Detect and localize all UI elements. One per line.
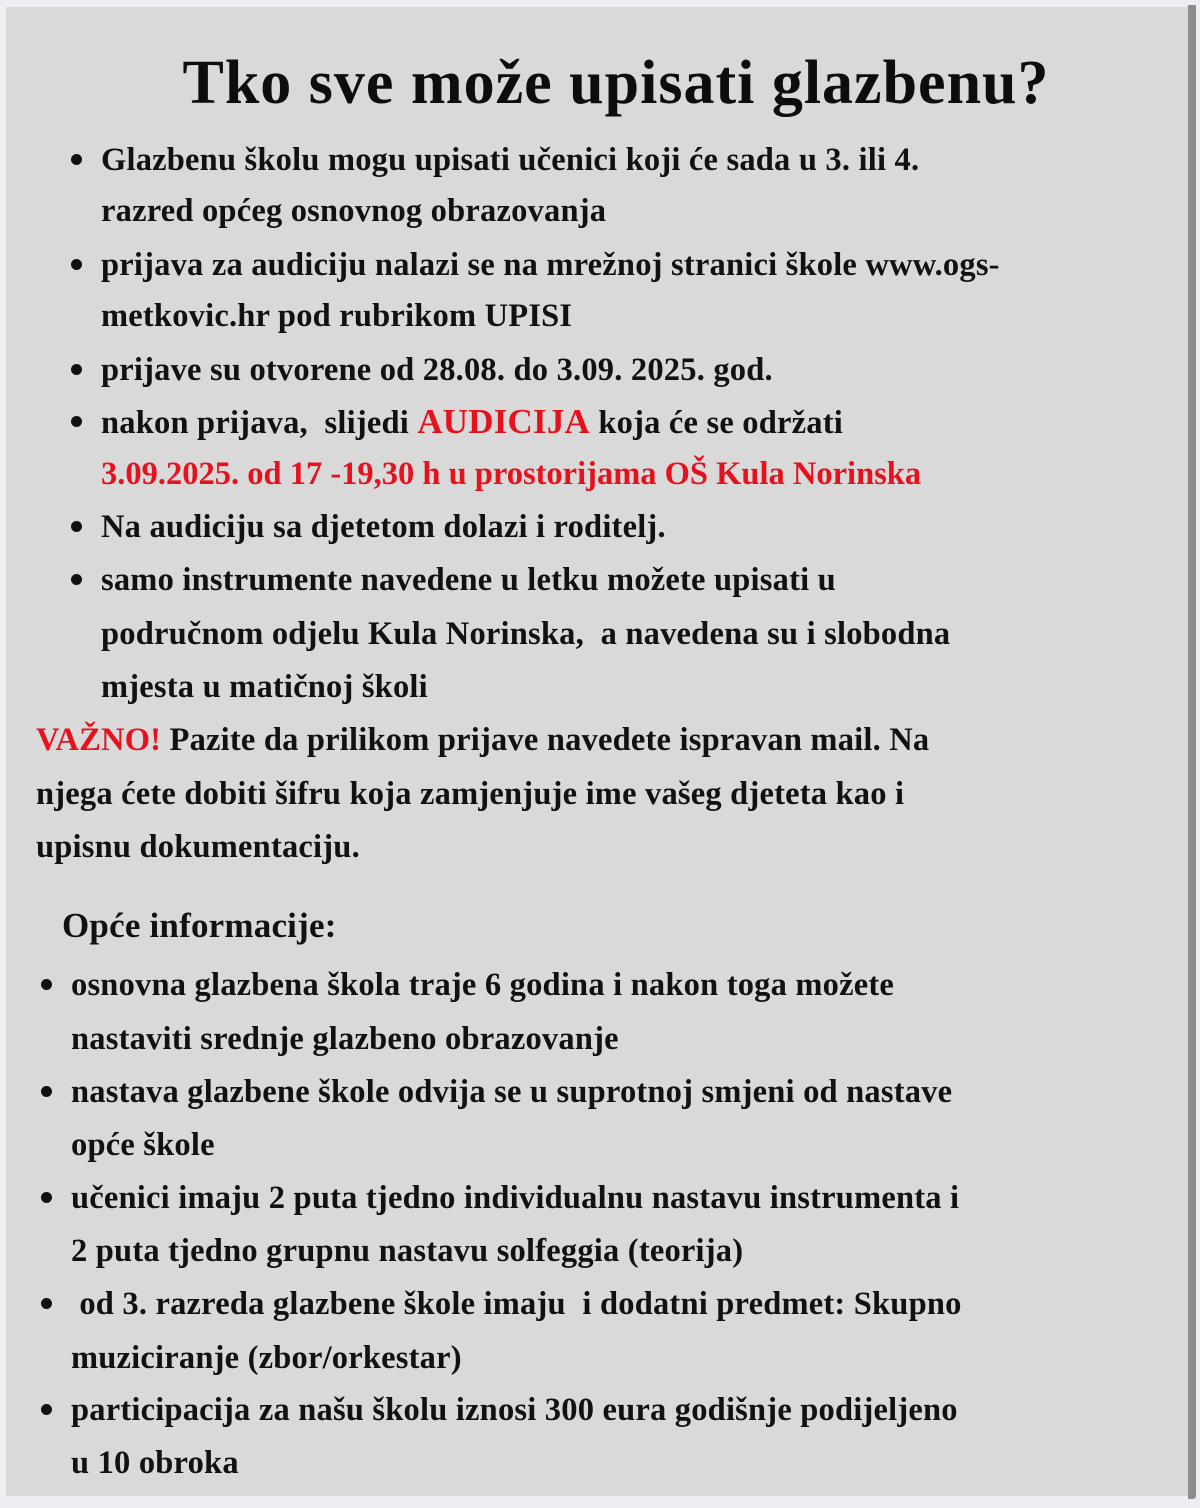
- list-item-line: 2 puta tjedno grupnu nastavu solfeggia (teorija): [71, 1233, 744, 1269]
- bullet-icon: [41, 979, 52, 990]
- list-item-line: u 10 obroka: [71, 1445, 239, 1481]
- bullet-icon: [71, 259, 82, 270]
- list-item-line: prijave su otvorene od 28.08. do 3.09. 2025. god.: [101, 352, 773, 388]
- list-item-line: Na audiciju sa djetetom dolazi i roditelj.: [101, 509, 666, 545]
- list-item-line: osnovna glazbena škola traje 6 godina i nakon toga možete: [71, 967, 895, 1003]
- list-item-line: nastava glazbene škole odvija se u suprotnoj smjeni od nastave: [71, 1074, 953, 1110]
- audition-prefix: nakon prijava, slijedi: [101, 405, 418, 441]
- audition-details: 3.09.2025. od 17 -19,30 h u prostorijama OŠ Kula Norinska: [101, 456, 922, 492]
- section-heading: Opće informacije:: [62, 906, 337, 945]
- list-item-line: od 3. razreda glazbene škole imaju i dodatni predmet: Skupno: [71, 1286, 962, 1322]
- list-item-line: muziciranje (zbor/orkestar): [71, 1340, 462, 1376]
- notice-line: [36, 720, 929, 760]
- notice-line: njega ćete dobiti šifru koja zamjenjuje ime vašeg djeteta kao i: [36, 776, 905, 812]
- bullet-icon: [71, 521, 82, 532]
- list-item-line: područnom odjelu Kula Norinska, a navedena su i slobodna: [101, 616, 951, 652]
- list-item-line: samo instrumente navedene u letku možete upisati u: [101, 562, 836, 598]
- list-item-line: opće škole: [71, 1127, 215, 1163]
- notice-text: Pazite da prilikom prijave navedete ispravan mail. Na: [161, 722, 930, 758]
- list-item-line: participacija za našu školu iznosi 300 eura godišnje podijeljeno: [71, 1392, 958, 1428]
- list-item-line: mjesta u matičnoj školi: [101, 669, 428, 705]
- bullet-icon: [41, 1192, 52, 1203]
- list-item-line: prijava za audiciju nalazi se na mrežnoj stranici škole www.ogs-: [101, 247, 1000, 283]
- bullet-icon: [41, 1086, 52, 1097]
- bullet-icon: [71, 154, 82, 165]
- list-item-line: nastaviti srednje glazbeno obrazovanje: [71, 1021, 619, 1057]
- list-item-line: učenici imaju 2 puta tjedno individualnu nastavu instrumenta i: [71, 1180, 960, 1216]
- bullet-icon: [41, 1404, 52, 1415]
- bullet-icon: [71, 364, 82, 375]
- audition-highlight: AUDICIJA: [417, 402, 591, 441]
- list-item-line: razred općeg osnovnog obrazovanja: [101, 193, 607, 229]
- list-item-line: metkovic.hr pod rubrikom UPISI: [101, 298, 573, 334]
- bullet-icon: [71, 574, 82, 585]
- list-item-line: Glazbenu školu mogu upisati učenici koji će sada u 3. ili 4.: [101, 142, 920, 178]
- bullet-icon: [41, 1298, 52, 1309]
- audition-suffix: koja će se održati: [590, 405, 843, 441]
- bullet-icon: [71, 416, 82, 427]
- list-item-line: [101, 402, 843, 443]
- notice-line: upisnu dokumentaciju.: [36, 829, 360, 865]
- notice-label: VAŽNO!: [36, 722, 162, 758]
- page-title: Tko sve može upisati glazbenu?: [182, 49, 1050, 117]
- card-shadow-edge: [1188, 5, 1196, 1499]
